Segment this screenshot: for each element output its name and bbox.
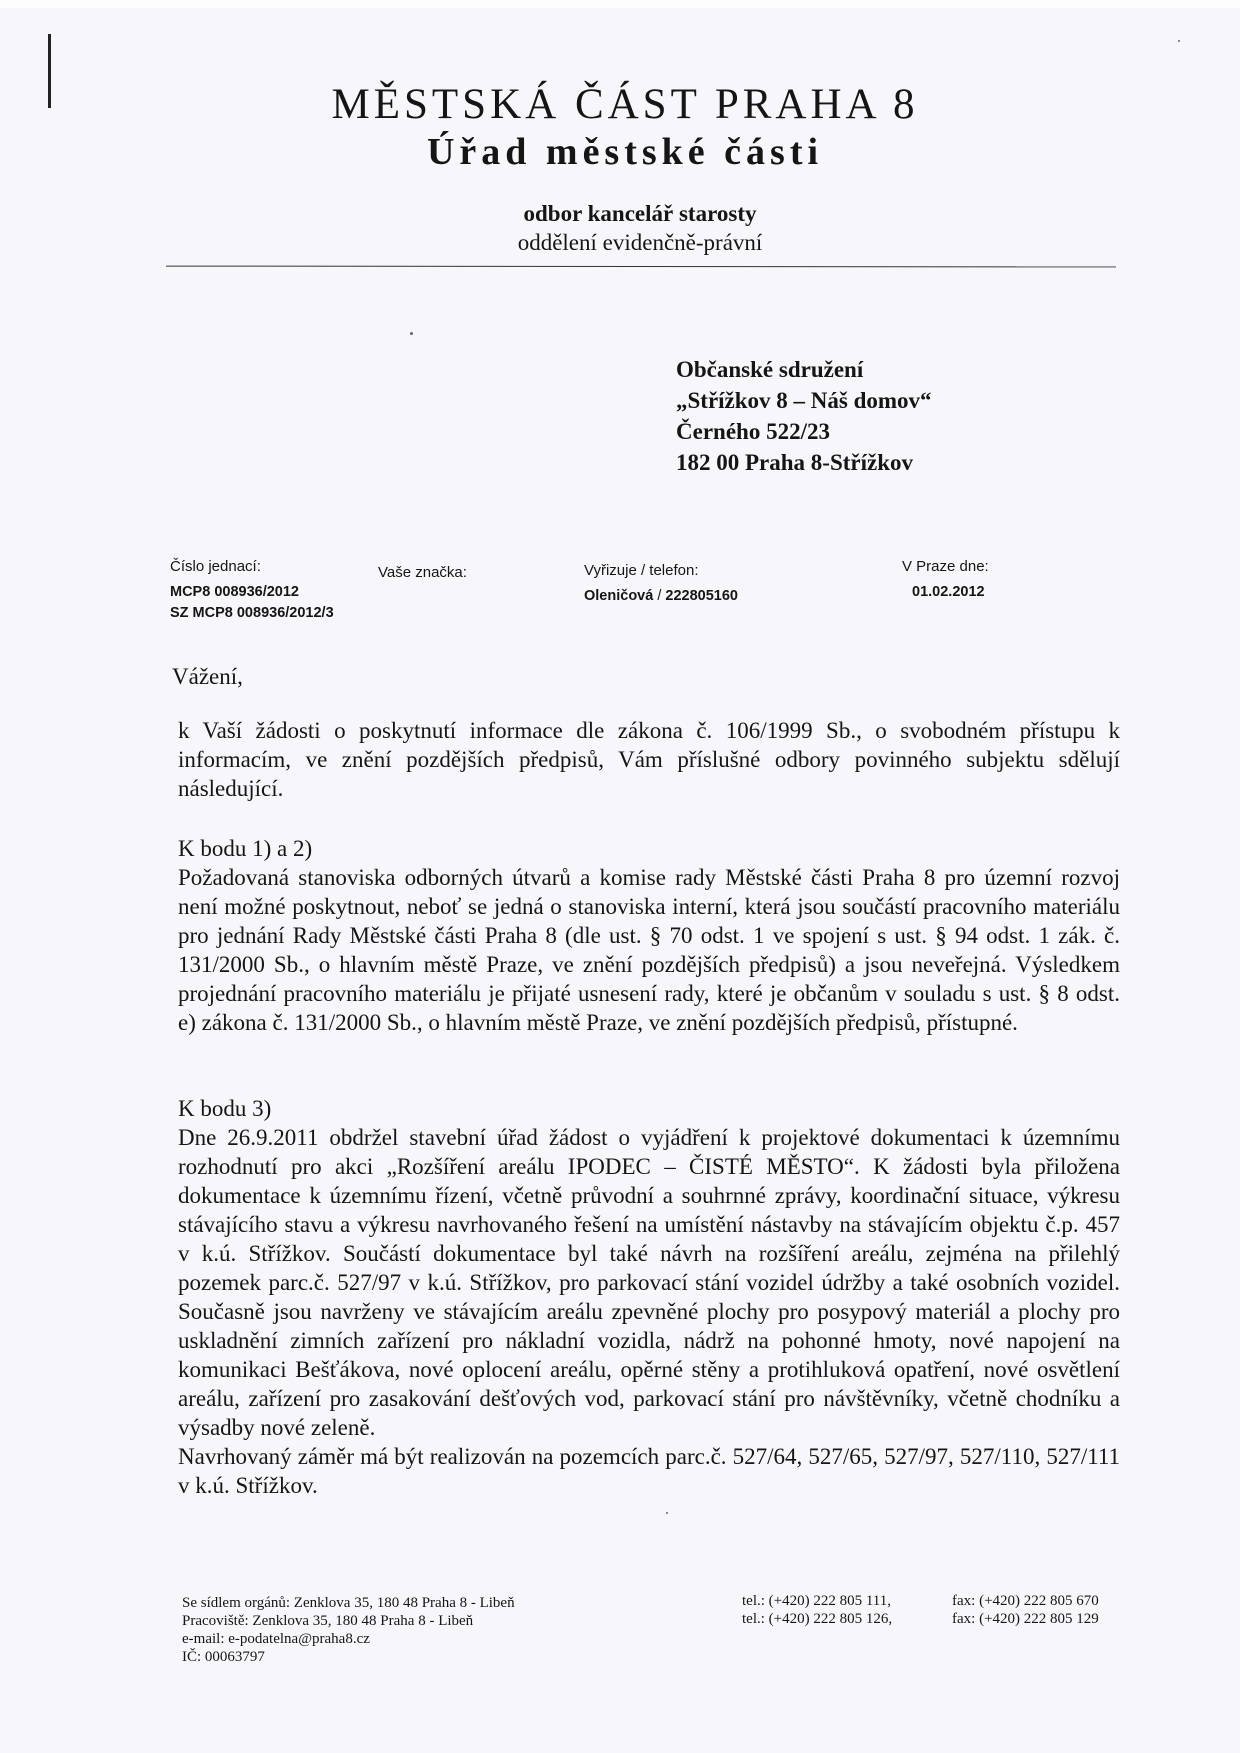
footer-fax: fax: (+420) 222 805 670 [952, 1593, 1099, 1609]
footer-phone: tel.: (+420) 222 805 111, [742, 1593, 891, 1609]
your-reference-label: Vaše značka: [378, 564, 467, 581]
point-3-section [178, 1094, 1120, 1500]
department-name: odbor kancelář starosty [523, 201, 757, 226]
date-value: 01.02.2012 [912, 584, 985, 600]
point-1-2-section [178, 834, 1120, 1037]
point-3-heading: K bodu 3) [178, 1096, 272, 1121]
reference-number-label: Číslo jednací: [170, 558, 261, 575]
handled-by-block [584, 560, 738, 607]
recipient-line: Černého 522/23 [676, 419, 830, 444]
intro-text: k Vaší žádosti o poskytnutí informace dle zákona č. 106/1999 Sb., o svobodném přístupu k informacím, ve znění pozdějších předpisů, Vám příslušné odbory povinného subjektu sdělují následující. [178, 718, 1120, 801]
salutation: Vážení, [172, 664, 243, 689]
footer-email: e-mail: e-podatelna@praha8.cz [182, 1631, 370, 1647]
footer-faxes [952, 1592, 1099, 1628]
intro-paragraph [178, 716, 1120, 803]
point-3-parcels: Navrhovaný záměr má být realizován na pozemcích parc.č. 527/64, 527/65, 527/97, 527/110, 527/111 v k.ú. Střížkov. [178, 1444, 1120, 1498]
speck [410, 332, 413, 335]
footer-workplace: Pracoviště: Zenklova 35, 180 48 Praha 8 - Libeň [182, 1613, 474, 1629]
point-1-2-heading: K bodu 1) a 2) [178, 836, 313, 861]
recipient-address [676, 354, 932, 478]
your-reference-block [378, 562, 467, 583]
handled-by-phone: 222805160 [665, 588, 738, 604]
handled-by-name: Oleničová [584, 588, 654, 604]
reference-number-block [170, 556, 334, 624]
recipient-line: „Střížkov 8 – Náš domov“ [676, 388, 932, 413]
speck [666, 1512, 668, 1514]
footer-phone: tel.: (+420) 222 805 126, [742, 1611, 893, 1627]
date-label: V Praze dne: [902, 558, 989, 575]
speck [1178, 40, 1180, 42]
footer-seat: Se sídlem orgánů: Zenklova 35, 180 48 Praha 8 - Libeň [182, 1595, 515, 1611]
recipient-line: Občanské sdružení [676, 357, 864, 382]
footer-phones [742, 1592, 892, 1628]
handled-by-separator: / [657, 588, 662, 604]
header-subtitle: Úřad městské části [426, 131, 824, 173]
footer-address [182, 1594, 515, 1666]
footer-fax: fax: (+420) 222 805 129 [952, 1611, 1099, 1627]
reference-number-value: SZ MCP8 008936/2012/3 [170, 605, 334, 621]
point-3-text: Dne 26.9.2011 obdržel stavební úřad žádost o vyjádření k projektové dokumentaci k územnímu rozhodnutí pro akci „Rozšíření areálu IPODEC – ČISTÉ MĚSTO“. K žádosti byla přiložena dokumentace k územnímu řízení, včetně průvodní a souhrnné zprávy, koordinační situace, výkresu stávajícího stavu a výkresu navrhovaného řešení na umístění nástavby na stávajícím objektu č.p. 457 v k.ú. Střížkov. Součástí dokumentace byl také návrh na rozšíření areálu, zejména na přilehlý pozemek parc.č. 527/97 v k.ú. Střížkov, pro parkovací stání vozidel údržby a také osobních vozidel. Současně jsou navrženy ve stávajícím areálu zpevněné plochy pro posypový materiál a plochy pro uskladnění zimních zařízení pro nákladní vozidla, nádrž na pohonné hmoty, nové napojení na komunikaci Bešťákova, nové oplocení areálu, opěrné stěny a protihluková opatření, nové osvětlení areálu, zařízení pro zasakování dešťových vod, parkovací stání pro návštěvníky, včetně chodníku a výsadby nové zeleně. [178, 1125, 1120, 1440]
reference-number-value: MCP8 008936/2012 [170, 584, 299, 600]
header-title: MĚSTSKÁ ČÁST PRAHA 8 [331, 81, 919, 128]
header-divider [166, 266, 1116, 268]
section-name: oddělení evidenčně-právní [517, 230, 763, 255]
handled-by-label: Vyřizuje / telefon: [584, 562, 699, 579]
date-block [902, 556, 989, 603]
recipient-line: 182 00 Praha 8-Střížkov [676, 450, 914, 475]
point-1-2-text: Požadovaná stanoviska odborných útvarů a komise rady Městské části Praha 8 pro územní rozvoj není možné poskytnout, neboť se jedná o stanoviska interní, která jsou součástí pracovního materiálu pro jednání Rady Městské části Praha 8 (dle ust. § 70 odst. 1 ve spojení s ust. § 94 odst. 1 zák. č. 131/2000 Sb., o hlavním městě Praze, ve znění pozdějších předpisů) a jsou neveřejná. Výsledkem projednání pracovního materiálu je přijaté usnesení rady, které je občanům v souladu s ust. § 8 odst. e) zákona č. 131/2000 Sb., o hlavním městě Praze, ve znění pozdějších předpisů, přístupné. [178, 865, 1120, 1035]
footer-ic: IČ: 00063797 [182, 1649, 265, 1665]
